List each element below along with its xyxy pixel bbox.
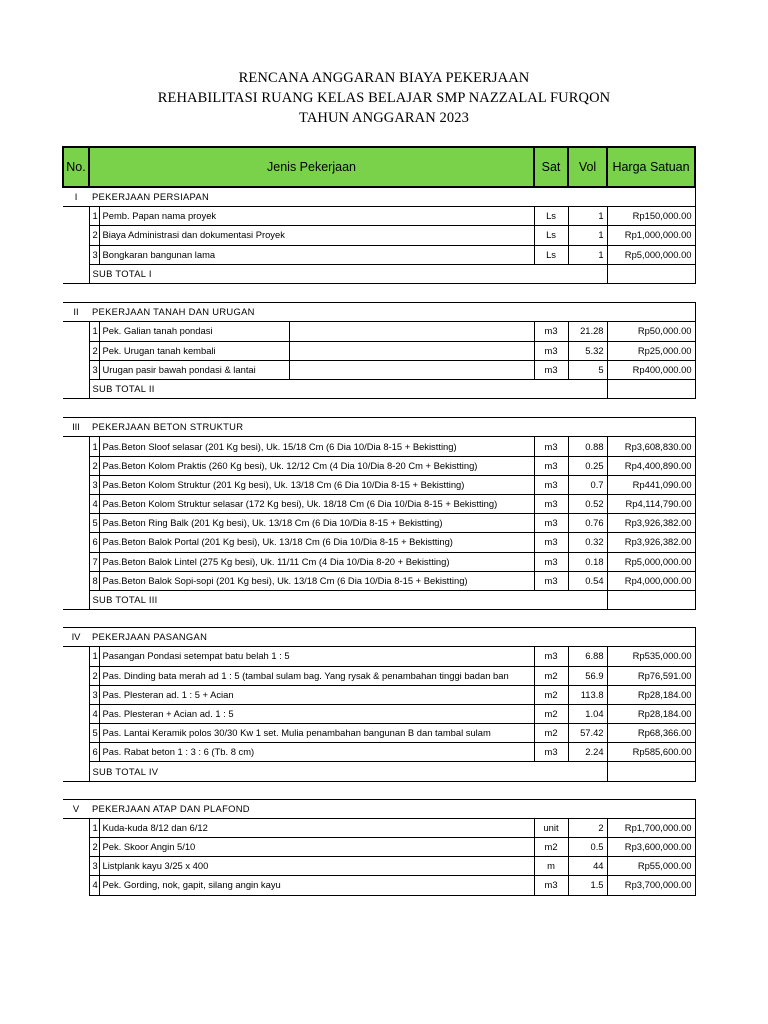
item-unit: m3 — [534, 322, 568, 341]
item-description: Pas.Beton Balok Portal (201 Kg besi), Uk. 13/18 Cm (6 Dia 10/Dia 8-15 + Bekistting) — [99, 533, 534, 552]
item-volume: 5.32 — [568, 341, 607, 360]
table-row — [63, 857, 695, 876]
item-description: Pas.Beton Sloof selasar (201 Kg besi), Uk. 15/18 Cm (6 Dia 10/Dia 8-15 + Bekistting) — [99, 437, 534, 456]
row-indent — [63, 724, 89, 743]
item-volume: 1 — [568, 207, 607, 226]
section-number: I — [63, 187, 89, 207]
item-price: Rp1,000,000.00 — [607, 226, 695, 245]
item-volume: 2.24 — [568, 743, 607, 762]
row-indent — [63, 437, 89, 456]
item-price: Rp3,600,000.00 — [607, 838, 695, 857]
table-row — [63, 533, 695, 552]
table-row — [63, 514, 695, 533]
subtotal-label: SUB TOTAL III — [89, 590, 607, 609]
item-number: 1 — [89, 437, 99, 456]
header-vol: Vol — [568, 147, 607, 187]
item-number: 4 — [89, 876, 99, 895]
item-number: 7 — [89, 552, 99, 571]
item-number: 5 — [89, 724, 99, 743]
item-description: Pasangan Pondasi setempat batu belah 1 : 5 — [99, 647, 534, 666]
item-number: 2 — [89, 456, 99, 475]
item-number: 4 — [89, 704, 99, 723]
item-price: Rp400,000.00 — [607, 360, 695, 379]
item-unit: Ls — [534, 226, 568, 245]
item-volume: 6.88 — [568, 647, 607, 666]
empty-cell — [289, 360, 534, 379]
item-volume: 5 — [568, 360, 607, 379]
row-indent — [63, 322, 89, 341]
item-number: 1 — [89, 322, 99, 341]
item-price: Rp3,926,382.00 — [607, 514, 695, 533]
item-volume: 56.9 — [568, 666, 607, 685]
subtotal-row — [63, 379, 695, 398]
doc-title-line-3: TAHUN ANGGARAN 2023 — [299, 110, 469, 126]
item-number: 8 — [89, 571, 99, 590]
item-unit: m3 — [534, 514, 568, 533]
item-price: Rp25,000.00 — [607, 341, 695, 360]
item-volume: 0.76 — [568, 514, 607, 533]
item-number: 3 — [89, 245, 99, 264]
item-description: Listplank kayu 3/25 x 400 — [99, 857, 534, 876]
section-number: V — [63, 799, 89, 818]
section-number: III — [63, 418, 89, 437]
item-description: Bongkaran bangunan lama — [99, 245, 534, 264]
item-price: Rp5,000,000.00 — [607, 552, 695, 571]
rab-table — [62, 146, 696, 896]
item-price: Rp50,000.00 — [607, 322, 695, 341]
item-volume: 0.54 — [568, 571, 607, 590]
row-indent — [63, 514, 89, 533]
item-price: Rp4,400,890.00 — [607, 456, 695, 475]
spacer-cell — [63, 610, 695, 628]
item-description: Pemb. Papan nama proyek — [99, 207, 534, 226]
row-indent — [63, 533, 89, 552]
item-description: Pas.Beton Balok Sopi-sopi (201 Kg besi), Uk. 13/18 Cm (6 Dia 10/Dia 8-15 + Bekistting) — [99, 571, 534, 590]
item-description: Pas.Beton Kolom Struktur (201 Kg besi), Uk. 13/18 Cm (6 Dia 10/Dia 8-15 + Bekistting) — [99, 475, 534, 494]
row-indent — [63, 666, 89, 685]
table-row — [63, 437, 695, 456]
item-price: Rp441,090.00 — [607, 475, 695, 494]
spacer-row — [63, 283, 695, 302]
table-row — [63, 456, 695, 475]
row-indent — [63, 571, 89, 590]
item-unit: m3 — [534, 571, 568, 590]
subtotal-row — [63, 590, 695, 609]
row-indent — [63, 207, 89, 226]
header-no: No. — [63, 147, 89, 187]
item-number: 1 — [89, 647, 99, 666]
table-row — [63, 495, 695, 514]
item-price: Rp1,700,000.00 — [607, 818, 695, 837]
item-unit: Ls — [534, 245, 568, 264]
item-unit: m3 — [534, 743, 568, 762]
item-price: Rp3,608,830.00 — [607, 437, 695, 456]
row-indent — [63, 456, 89, 475]
row-indent — [63, 245, 89, 264]
item-description: Pas. Lantai Keramik polos 30/30 Kw 1 set. Mulia penambahan bangunan B dan tambal sulam — [99, 724, 534, 743]
table-row — [63, 322, 695, 341]
row-indent — [63, 876, 89, 895]
header-row — [63, 147, 695, 187]
item-unit: m2 — [534, 838, 568, 857]
section-row — [63, 628, 695, 647]
subtotal-value — [607, 379, 695, 398]
item-volume: 1 — [568, 245, 607, 264]
section-row — [63, 799, 695, 818]
item-description: Pas.Beton Balok Lintel (275 Kg besi), Uk. 11/11 Cm (4 Dia 10/Dia 8-20 + Bekistting) — [99, 552, 534, 571]
item-price: Rp150,000.00 — [607, 207, 695, 226]
table-row — [63, 245, 695, 264]
table-row — [63, 743, 695, 762]
subtotal-row — [63, 264, 695, 283]
table-row — [63, 571, 695, 590]
item-number: 3 — [89, 360, 99, 379]
item-number: 6 — [89, 743, 99, 762]
row-indent — [63, 475, 89, 494]
table-row — [63, 475, 695, 494]
spacer-cell — [63, 781, 695, 799]
item-price: Rp68,366.00 — [607, 724, 695, 743]
row-indent — [63, 743, 89, 762]
section-title: PEKERJAAN TANAH DAN URUGAN — [89, 303, 695, 322]
item-volume: 113.8 — [568, 685, 607, 704]
spacer-cell — [63, 399, 695, 418]
item-price: Rp55,000.00 — [607, 857, 695, 876]
item-volume: 2 — [568, 818, 607, 837]
subtotal-value — [607, 264, 695, 283]
item-unit: m3 — [534, 341, 568, 360]
row-indent — [63, 379, 89, 398]
row-indent — [63, 838, 89, 857]
item-unit: m3 — [534, 360, 568, 379]
item-description: Pek. Urugan tanah kembali — [99, 341, 289, 360]
item-volume: 1 — [568, 226, 607, 245]
table-row — [63, 341, 695, 360]
item-unit: m2 — [534, 724, 568, 743]
item-volume: 57.42 — [568, 724, 607, 743]
spacer-row — [63, 399, 695, 418]
table-row — [63, 724, 695, 743]
row-indent — [63, 360, 89, 379]
item-number: 6 — [89, 533, 99, 552]
item-description: Pas. Plesteran ad. 1 : 5 + Acian — [99, 685, 534, 704]
table-row — [63, 226, 695, 245]
item-unit: m3 — [534, 456, 568, 475]
item-description: Pek. Gording, nok, gapit, silang angin kayu — [99, 876, 534, 895]
item-description: Pas. Dinding bata merah ad 1 : 5 (tambal sulam bag. Yang rysak & penambahan tinggi badan ban — [99, 666, 534, 685]
section-number: IV — [63, 628, 89, 647]
item-price: Rp3,700,000.00 — [607, 876, 695, 895]
row-indent — [63, 341, 89, 360]
item-description: Biaya Administrasi dan dokumentasi Proyek — [99, 226, 534, 245]
item-volume: 44 — [568, 857, 607, 876]
item-price: Rp535,000.00 — [607, 647, 695, 666]
item-volume: 0.32 — [568, 533, 607, 552]
empty-cell — [289, 341, 534, 360]
item-number: 1 — [89, 818, 99, 837]
item-volume: 0.18 — [568, 552, 607, 571]
item-volume: 0.25 — [568, 456, 607, 475]
subtotal-value — [607, 762, 695, 781]
subtotal-label: SUB TOTAL II — [89, 379, 607, 398]
item-number: 1 — [89, 207, 99, 226]
item-unit: m3 — [534, 495, 568, 514]
table-row — [63, 685, 695, 704]
item-volume: 1.04 — [568, 704, 607, 723]
section-row — [63, 418, 695, 437]
row-indent — [63, 264, 89, 283]
item-description: Pek. Skoor Angin 5/10 — [99, 838, 534, 857]
subtotal-label: SUB TOTAL I — [89, 264, 607, 283]
spacer-row — [63, 781, 695, 799]
table-body — [63, 187, 695, 895]
table-row — [63, 818, 695, 837]
row-indent — [63, 647, 89, 666]
item-description: Pas. Plesteran + Acian ad. 1 : 5 — [99, 704, 534, 723]
row-indent — [63, 704, 89, 723]
item-price: Rp3,926,382.00 — [607, 533, 695, 552]
item-volume: 0.88 — [568, 437, 607, 456]
item-number: 2 — [89, 226, 99, 245]
item-description: Urugan pasir bawah pondasi & lantai — [99, 360, 289, 379]
item-volume: 0.7 — [568, 475, 607, 494]
item-unit: Ls — [534, 207, 568, 226]
item-unit: m2 — [534, 666, 568, 685]
table-row — [63, 838, 695, 857]
item-number: 4 — [89, 495, 99, 514]
item-number: 2 — [89, 341, 99, 360]
item-unit: m2 — [534, 685, 568, 704]
subtotal-label: SUB TOTAL IV — [89, 762, 607, 781]
section-title: PEKERJAAN PERSIAPAN — [89, 187, 695, 207]
item-unit: m3 — [534, 475, 568, 494]
item-number: 3 — [89, 685, 99, 704]
item-price: Rp5,000,000.00 — [607, 245, 695, 264]
subtotal-value — [607, 590, 695, 609]
item-volume: 0.5 — [568, 838, 607, 857]
header-sat: Sat — [534, 147, 568, 187]
item-price: Rp4,000,000.00 — [607, 571, 695, 590]
item-unit: m3 — [534, 437, 568, 456]
item-unit: m3 — [534, 552, 568, 571]
item-price: Rp4,114,790.00 — [607, 495, 695, 514]
table-row — [63, 666, 695, 685]
item-unit: m3 — [534, 876, 568, 895]
item-volume: 0.52 — [568, 495, 607, 514]
row-indent — [63, 685, 89, 704]
item-description: Pas.Beton Kolom Struktur selasar (172 Kg besi), Uk. 18/18 Cm (6 Dia 10/Dia 8-15 + Bekistting) — [99, 495, 534, 514]
section-row — [63, 187, 695, 207]
item-number: 2 — [89, 666, 99, 685]
item-description: Pas. Rabat beton 1 : 3 : 6 (Tb. 8 cm) — [99, 743, 534, 762]
item-price: Rp28,184.00 — [607, 685, 695, 704]
item-number: 3 — [89, 857, 99, 876]
doc-title-line-2: REHABILITASI RUANG KELAS BELAJAR SMP NAZZALAL FURQON — [157, 90, 611, 106]
row-indent — [63, 590, 89, 609]
table-row — [63, 704, 695, 723]
item-unit: m3 — [534, 647, 568, 666]
item-description: Pek. Galian tanah pondasi — [99, 322, 289, 341]
empty-cell — [289, 322, 534, 341]
row-indent — [63, 495, 89, 514]
item-number: 5 — [89, 514, 99, 533]
spacer-row — [63, 610, 695, 628]
row-indent — [63, 552, 89, 571]
subtotal-row — [63, 762, 695, 781]
table-row — [63, 876, 695, 895]
item-price: Rp76,591.00 — [607, 666, 695, 685]
row-indent — [63, 226, 89, 245]
section-title: PEKERJAAN ATAP DAN PLAFOND — [89, 799, 695, 818]
row-indent — [63, 762, 89, 781]
item-description: Pas.Beton Kolom Praktis (260 Kg besi), Uk. 12/12 Cm (4 Dia 10/Dia 8-20 Cm + Bekistting) — [99, 456, 534, 475]
item-unit: m — [534, 857, 568, 876]
table-row — [63, 207, 695, 226]
header-jenis: Jenis Pekerjaan — [89, 147, 534, 187]
item-unit: unit — [534, 818, 568, 837]
doc-title-line-1: RENCANA ANGGARAN BIAYA PEKERJAAN — [238, 70, 530, 86]
item-description: Kuda-kuda 8/12 dan 6/12 — [99, 818, 534, 837]
item-price: Rp28,184.00 — [607, 704, 695, 723]
row-indent — [63, 857, 89, 876]
item-volume: 1.5 — [568, 876, 607, 895]
table-row — [63, 647, 695, 666]
item-description: Pas.Beton Ring Balk (201 Kg besi), Uk. 13/18 Cm (6 Dia 10/Dia 8-15 + Bekistting) — [99, 514, 534, 533]
item-number: 3 — [89, 475, 99, 494]
section-row — [63, 303, 695, 322]
section-title: PEKERJAAN PASANGAN — [89, 628, 695, 647]
spacer-cell — [63, 283, 695, 302]
item-number: 2 — [89, 838, 99, 857]
item-unit: m3 — [534, 533, 568, 552]
item-volume: 21.28 — [568, 322, 607, 341]
item-unit: m2 — [534, 704, 568, 723]
table-row — [63, 552, 695, 571]
item-price: Rp585,600.00 — [607, 743, 695, 762]
table-row — [63, 360, 695, 379]
section-number: II — [63, 303, 89, 322]
section-title: PEKERJAAN BETON STRUKTUR — [89, 418, 695, 437]
row-indent — [63, 818, 89, 837]
header-harga: Harga Satuan — [607, 147, 695, 187]
